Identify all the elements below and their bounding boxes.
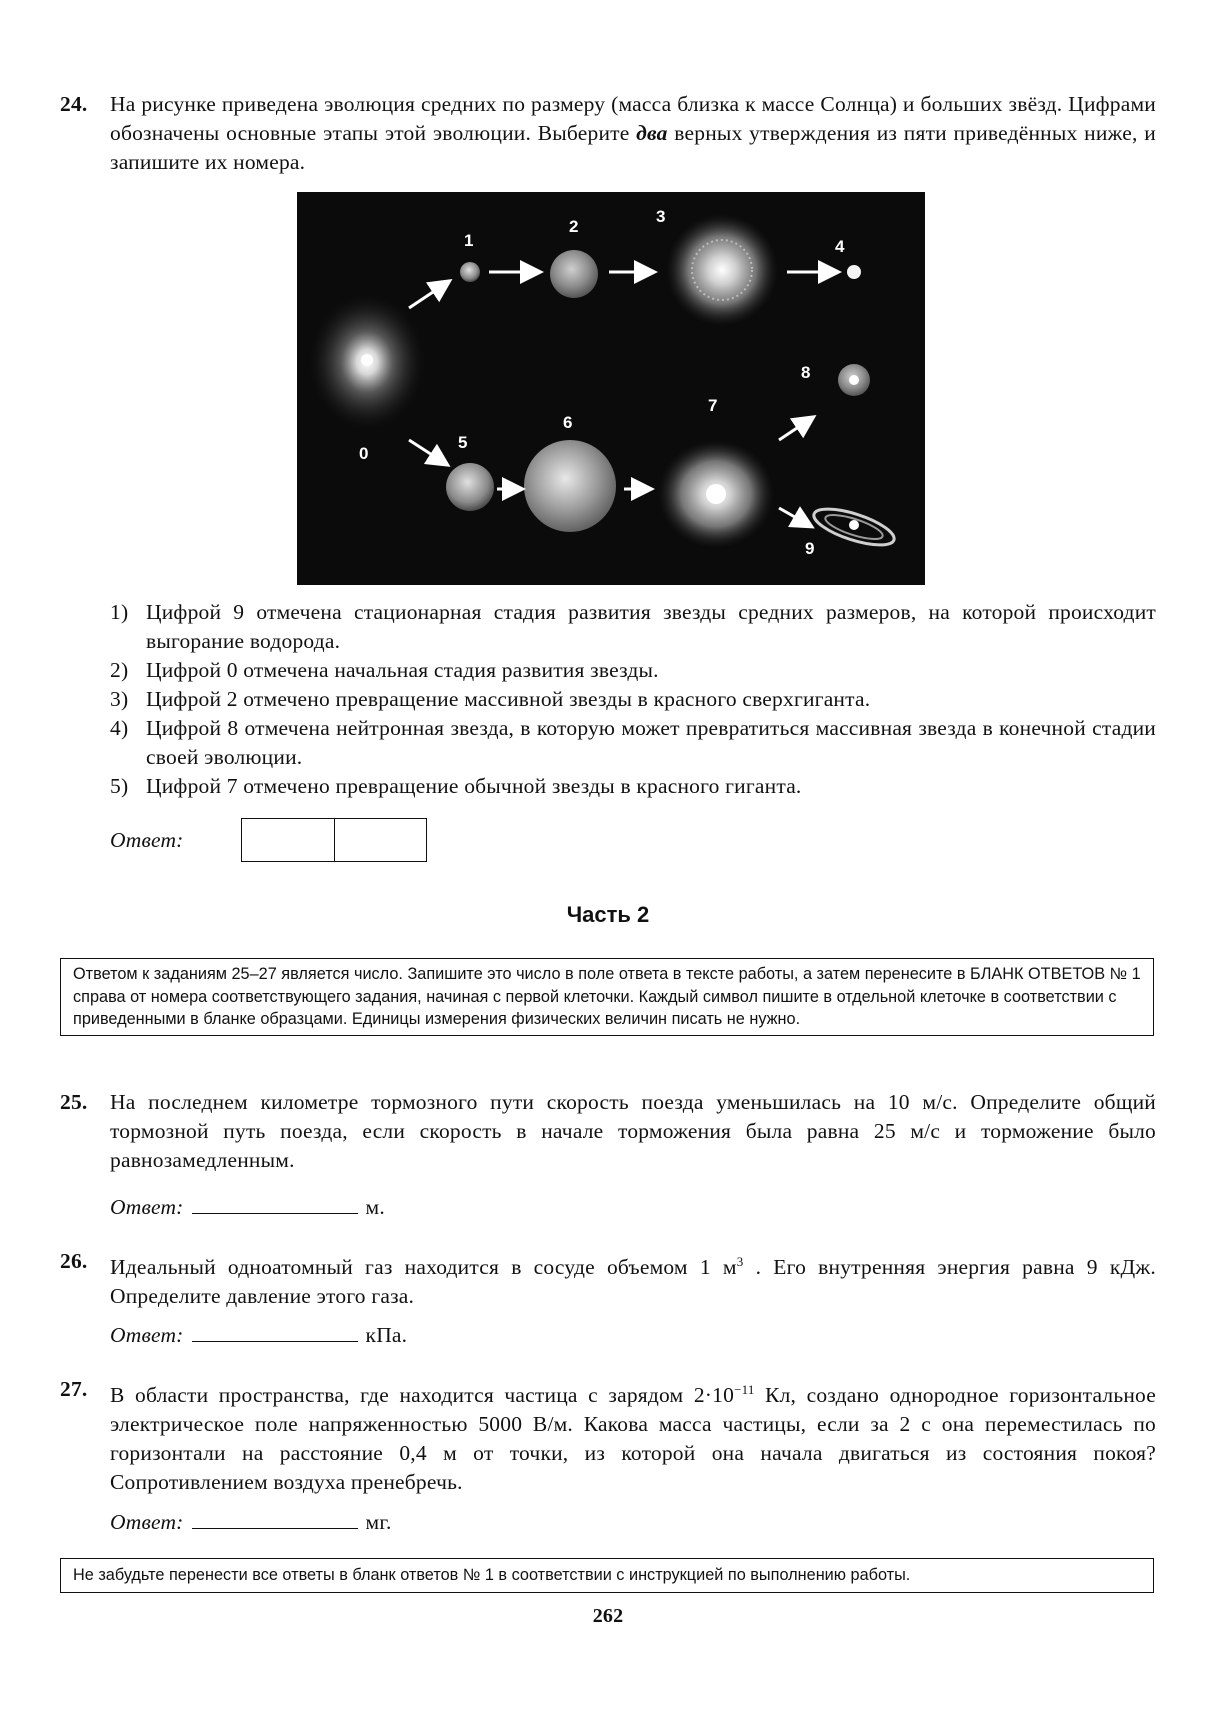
label-4: 4 xyxy=(835,237,845,256)
stage-9-black-hole xyxy=(810,502,898,553)
answer-label: Ответ: xyxy=(110,1510,184,1534)
task-text: На рисунке приведена эволюция средних по размеру (масса близка к массе Солнца) и больших звёзд. Цифрами обозначены основные этапы этой эволюции. Выберите два верных утверждения из пяти приведённых ниже, и запишите их номера. xyxy=(110,92,1156,174)
task-text: В области пространства, где находится частица с зарядом $2\cdot 10^{-11}$ Кл, создано однородное горизонтальное электрическое поле напряженностью 5000 В/м. Какова масса частицы, если за 2 с она переместилась по горизонтали на расстояние 0,4 м от точки, из которой она начала двигаться из состояния покоя? Сопротивлением воздуха пренебречь. xyxy=(110,1382,1156,1495)
answer-label: Ответ: xyxy=(110,828,184,852)
task-25-answer xyxy=(110,1191,385,1222)
task-number: 26. xyxy=(60,1249,88,1273)
answer-line[interactable] xyxy=(192,1506,358,1529)
part-title: Часть 2 xyxy=(566,902,650,927)
label-3: 3 xyxy=(656,207,666,226)
answer-unit: мг. xyxy=(365,1510,392,1534)
stage-4-dwarf xyxy=(847,265,861,279)
label-6: 6 xyxy=(563,413,573,432)
option-item: 5) Цифрой 7 отмечено превращение обычной звезды в красного гиганта. xyxy=(110,774,802,798)
answer-unit: кПа. xyxy=(365,1323,408,1347)
task-text: Идеальный одноатомный газ находится в сосуде объемом 1 $м^3$ . Его внутренняя энергия равна 9 кДж. Определите давление этого газа. xyxy=(110,1254,1157,1309)
label-8: 8 xyxy=(801,363,811,382)
task-24-options xyxy=(110,598,1156,801)
stage-5-star xyxy=(446,463,494,511)
task-24 xyxy=(60,90,1156,177)
answer-cell-1[interactable] xyxy=(242,819,335,861)
label-9: 9 xyxy=(805,539,815,558)
stage-3-giant xyxy=(666,214,778,326)
stage-2-star xyxy=(550,250,598,298)
option-item: 1) Цифрой 9 отмечена стационарная стадия развития звезды средних размеров, на которой происходит выгорание водорода. xyxy=(110,600,1156,653)
emphasis-word: два xyxy=(636,121,668,145)
footer-note: Не забудьте перенести все ответы в бланк ответов № 1 в соответствии с инструкцией по выполнению работы. xyxy=(60,1558,1154,1593)
task-number: 25. xyxy=(60,1090,88,1114)
task-24-answer xyxy=(110,826,184,855)
task-26-answer xyxy=(110,1319,407,1350)
answer-unit: м. xyxy=(365,1195,385,1219)
task-number: 27. xyxy=(60,1377,88,1401)
answer-label: Ответ: xyxy=(110,1195,184,1219)
stage-6-supergiant xyxy=(524,440,616,532)
answer-line[interactable] xyxy=(192,1191,358,1214)
label-5: 5 xyxy=(458,433,468,452)
task-number: 24. xyxy=(60,92,88,116)
label-0: 0 xyxy=(359,444,369,463)
option-item: 4) Цифрой 8 отмечена нейтронная звезда, в которую может превратиться массивная звезда в конечной стадии своей эволюции. xyxy=(110,716,1156,769)
answer-boxes[interactable] xyxy=(241,818,427,862)
task-27-answer xyxy=(110,1506,392,1537)
star-evolution-image xyxy=(297,192,925,585)
label-2: 2 xyxy=(569,217,579,236)
part-2-instructions: Ответом к заданиям 25–27 является число. Запишите это число в поле ответа в тексте работы, а затем перенесите в БЛАНК ОТВЕТОВ № 1 справа от номера соответствующего задания, начиная с первой клеточки. Каждый символ пишите в отдельной клеточке в соответствии с приведенными в бланке образцами. Единицы измерения физических величин писать не нужно. xyxy=(60,958,1154,1036)
option-item: 2) Цифрой 0 отмечена начальная стадия развития звезды. xyxy=(110,658,659,682)
star-evolution-figure xyxy=(297,192,925,585)
answer-cell-2[interactable] xyxy=(335,819,427,861)
task-27 xyxy=(60,1375,1156,1497)
label-7: 7 xyxy=(708,396,718,415)
answer-line[interactable] xyxy=(192,1319,358,1342)
stage-1-star xyxy=(460,262,480,282)
task-text: На последнем километре тормозного пути скорость поезда уменьшилась на 10 м/с. Определите общий тормозной путь поезда, если скорость в начале торможения была равна 25 м/с и торможение было равнозамедленным. xyxy=(110,1090,1156,1172)
option-item: 3) Цифрой 2 отмечено превращение массивной звезды в красного сверхгиганта. xyxy=(110,687,871,711)
task-26 xyxy=(60,1247,1156,1311)
answer-label: Ответ: xyxy=(110,1323,184,1347)
page-number: 262 xyxy=(592,1605,624,1627)
task-25 xyxy=(60,1088,1156,1175)
label-1: 1 xyxy=(464,231,474,250)
